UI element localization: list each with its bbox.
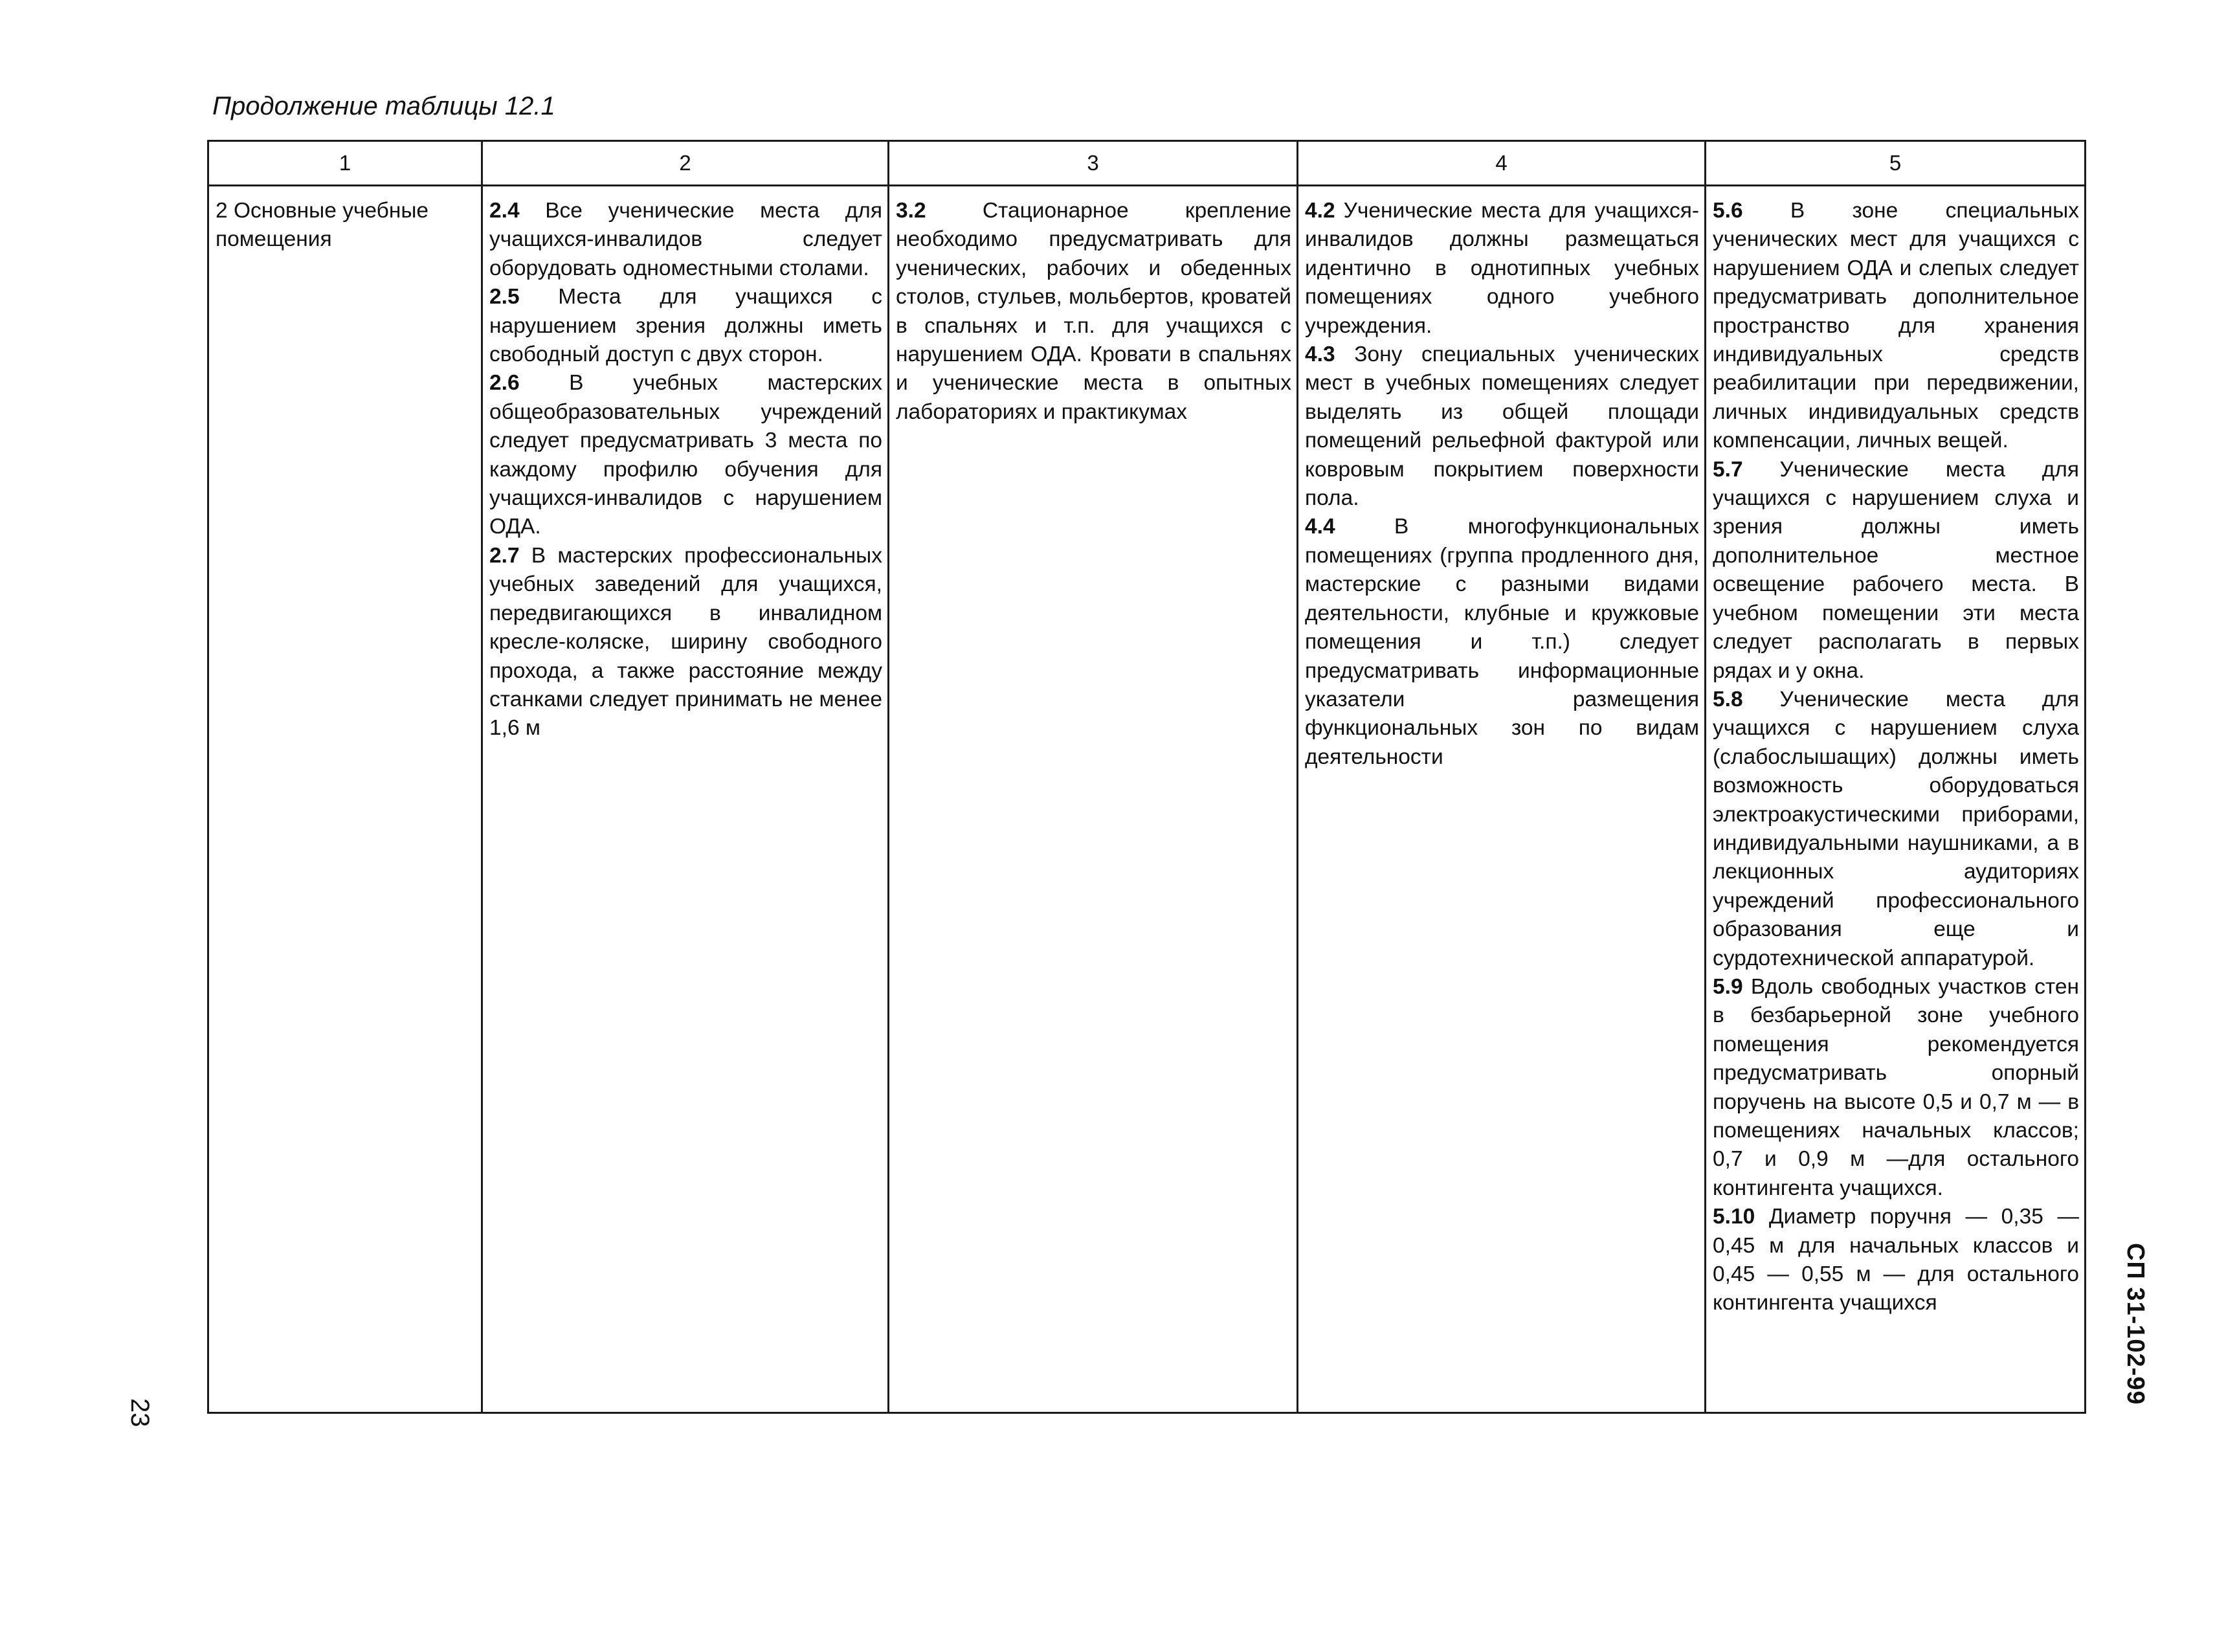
- clause-number: 2.6: [489, 371, 520, 396]
- cell-column-2: [482, 186, 889, 1413]
- clause-number: 4.4: [1305, 515, 1335, 539]
- page-number: 23: [126, 1398, 154, 1427]
- clause-text: В учебных мастерских общеобразовательных учреждений следует предусматривать 3 места по каждому профилю обучения для учащихся-инвалидов с нарушением ОДА.: [489, 371, 882, 539]
- clause-number: 5.9: [1713, 974, 1743, 999]
- clause-5-9: [1713, 973, 2079, 1203]
- clause-text: Ученические места для учащихся с нарушением слуха (слабослышащих) должны иметь возможность оборудоваться электроакустическими приборами, индивидуальными наушниками, а в лекционных аудиториях учреждений профессионального образования еще и сурдотехнической аппаратурой.: [1713, 687, 2079, 970]
- clause-number: 2.7: [489, 543, 520, 568]
- clause-2-7: [489, 542, 882, 743]
- clause-5-7: [1713, 456, 2079, 686]
- clause-number: 3.2: [896, 199, 926, 223]
- clause-text: Места для учащихся с нарушением зрения должны иметь свободный доступ с двух сторон.: [489, 285, 882, 367]
- clause-4-2: [1305, 197, 1699, 340]
- clause-2-4: [489, 197, 882, 283]
- cell-column-4: [1298, 186, 1706, 1413]
- column-header-2: 2: [482, 141, 889, 186]
- clause-number: 5.7: [1713, 457, 1743, 482]
- column-header-4: 4: [1298, 141, 1706, 186]
- cell-column-5: [1706, 186, 2086, 1413]
- clause-number: 5.8: [1713, 687, 1743, 711]
- clause-text: Ученические места для учащихся с нарушением слуха и зрения должны иметь дополнительное местное освещение рабочего места. В учебном помещении эти места следует располагать в первых рядах и у окна.: [1713, 457, 2079, 683]
- column-header-5: 5: [1706, 141, 2086, 186]
- clause-text: Вдоль свободных участков стен в безбарьерной зоне учебного помещения рекомендуется предусматривать опорный поручень на высоте 0,5 и 0,7 м — в помещениях начальных классов; 0,7 и 0,9 м —для остального контингента учащихся.: [1713, 974, 2079, 1200]
- clause-2-6: [489, 369, 882, 541]
- clause-text: В зоне специальных ученических мест для учащихся с нарушением ОДА и слепых следует предусматривать дополнительное пространство для хранения индивидуальных средств реабилитации при передвижении, личных индивидуальных средств компенсации, личных вещей.: [1713, 199, 2079, 453]
- cell-room-type: [208, 186, 482, 1413]
- clause-5-6: [1713, 197, 2079, 456]
- table-row: [208, 186, 2086, 1413]
- clause-number: 4.3: [1305, 342, 1335, 367]
- clause-text: Диаметр поручня — 0,35 — 0,45 м для начальных классов и 0,45 — 0,55 м — для остального контингента учащихся: [1713, 1205, 2079, 1315]
- document-code: СП 31-102-99: [2122, 1243, 2149, 1405]
- clause-number: 2.4: [489, 199, 520, 223]
- clause-5-10: [1713, 1203, 2079, 1318]
- table-header-row: [208, 141, 2086, 186]
- clause-text: Стационарное крепление необходимо предусматривать для ученических, рабочих и обеденных столов, стульев, мольбертов, кроватей в спальнях и т.п. для учащихся с нарушением ОДА. Кровати в спальнях и ученические места в опытных лабораториях и практикумах: [896, 199, 1291, 424]
- clause-text: В мастерских профессиональных учебных заведений для учащихся, передвигающихся в инвалидном кресле-коляске, ширину свободного прохода, а также расстояние между станками следует принимать не менее 1,6 м: [489, 543, 882, 741]
- clause-number: 2.5: [489, 285, 520, 309]
- requirements-table: [207, 140, 2086, 1414]
- clause-text: Ученические места для учащихся-инвалидов должны размещаться идентично в однотипных учебных помещениях одного учебного учреждения.: [1305, 199, 1699, 338]
- cell-column-3: [889, 186, 1298, 1413]
- column-header-1: 1: [208, 141, 482, 186]
- clause-4-3: [1305, 340, 1699, 513]
- column-header-3: 3: [889, 141, 1298, 186]
- room-type-text: 2 Основные учебные помещения: [216, 199, 429, 252]
- clause-2-5: [489, 283, 882, 369]
- clause-text: Зону специальных ученических мест в учебных помещениях следует выделять из общей площади помещений рельефной фактурой или ковровым покрытием поверхности пола.: [1305, 342, 1699, 511]
- clause-number: 4.2: [1305, 199, 1335, 223]
- clause-4-4: [1305, 513, 1699, 772]
- clause-number: 5.10: [1713, 1205, 1755, 1229]
- clause-5-8: [1713, 686, 2079, 973]
- clause-number: 5.6: [1713, 199, 1743, 223]
- clause-text: В многофункциональных помещениях (группа продленного дня, мастерские с разными видами деятельности, клубные и кружковые помещения и т.п.) следует предусматривать информационные указатели размещения функциональных зон по видам деятельности: [1305, 515, 1699, 769]
- table-caption: Продолжение таблицы 12.1: [212, 92, 555, 120]
- clause-3-2: [896, 197, 1291, 427]
- clause-text: Все ученические места для учащихся-инвалидов следует оборудовать одноместными столами.: [489, 199, 882, 280]
